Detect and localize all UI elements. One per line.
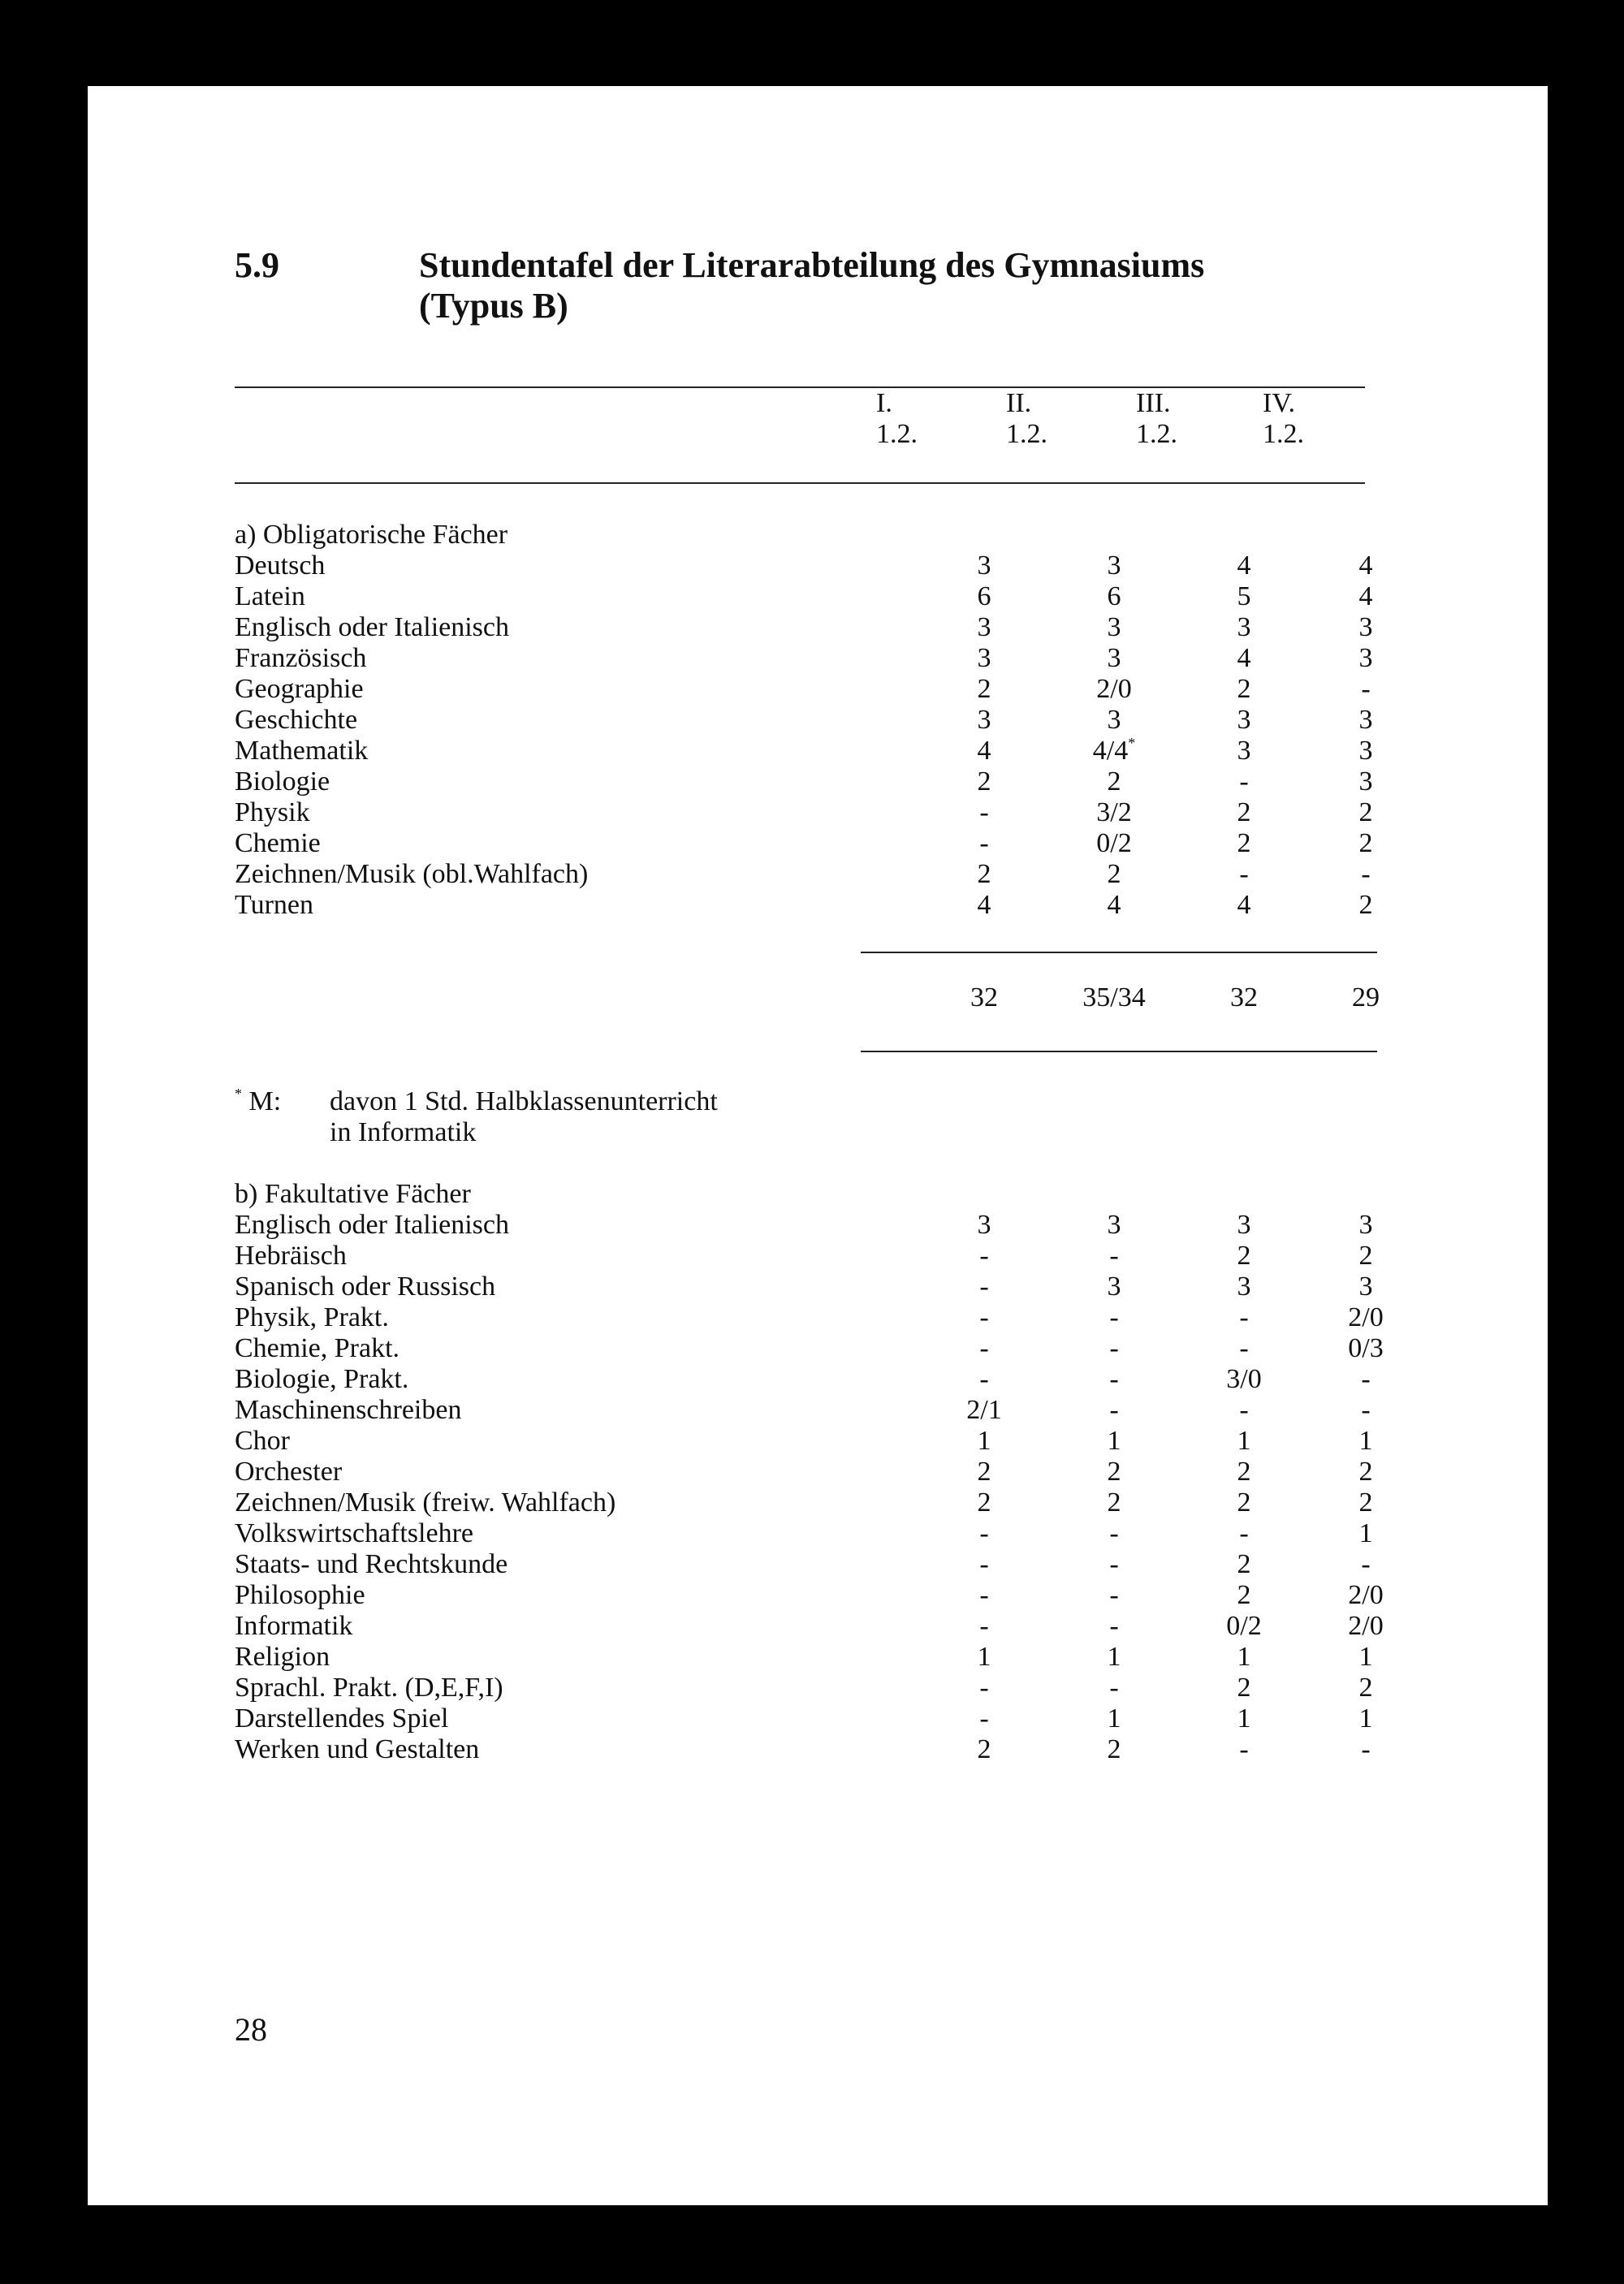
cell-class-4: - [1361, 859, 1371, 889]
cell-class-1: 3 [977, 1210, 991, 1240]
col-header-4: IV. [1263, 388, 1295, 418]
subject-label: Physik [235, 797, 310, 827]
cell-class-4: 3 [1358, 705, 1373, 735]
total-class-1: 32 [970, 982, 998, 1012]
table-row [235, 1703, 1453, 1734]
cell-class-1: 4 [977, 890, 991, 920]
table-row [235, 890, 1453, 921]
totals-row [235, 982, 1453, 1013]
cell-class-2: 2 [1107, 1487, 1121, 1518]
table-row [235, 1395, 1453, 1426]
cell-class-4: 2/0 [1348, 1611, 1384, 1641]
subject-label: Volkswirtschaftslehre [235, 1518, 473, 1548]
cell-class-1: 2 [977, 859, 991, 889]
footnote-marker: * [235, 1086, 242, 1102]
document-page [88, 86, 1548, 2205]
subject-label: Philosophie [235, 1580, 365, 1610]
subject-label: Zeichnen/Musik (freiw. Wahlfach) [235, 1487, 616, 1518]
subject-label: Französisch [235, 643, 367, 673]
cell-class-3: 2 [1237, 1241, 1251, 1271]
subject-label: Englisch oder Italienisch [235, 612, 510, 642]
table-row [235, 550, 1453, 581]
cell-class-2: - [1109, 1364, 1119, 1394]
cell-class-2: - [1109, 1518, 1119, 1548]
footnote-key-text: M: [248, 1086, 282, 1116]
cell-class-1: - [979, 1302, 989, 1332]
cell-class-2: - [1109, 1395, 1119, 1425]
subject-label: Religion [235, 1642, 330, 1672]
header-top-rule [235, 386, 1365, 388]
cell-class-3: - [1239, 1333, 1249, 1363]
cell-class-4: - [1361, 1734, 1371, 1764]
subject-label: Mathematik [235, 736, 369, 766]
cell-class-2: 3 [1107, 612, 1121, 642]
cell-class-2: - [1109, 1302, 1119, 1332]
col-header-3: III. [1136, 388, 1171, 418]
table-row [235, 1642, 1453, 1673]
subject-label: Latein [235, 581, 305, 611]
cell-class-1: 2 [977, 1487, 991, 1518]
table-row [235, 1364, 1453, 1395]
cell-class-3: 2 [1237, 1580, 1251, 1610]
cell-class-3: 1 [1237, 1703, 1251, 1734]
table-row [235, 1333, 1453, 1364]
table-row [235, 828, 1453, 859]
cell-class-1: 2 [977, 1457, 991, 1487]
col-subheader-3: 1.2. [1136, 419, 1177, 449]
cell-class-3: 4 [1237, 890, 1251, 920]
cell-class-2: 2/0 [1096, 674, 1132, 704]
subject-label: Englisch oder Italienisch [235, 1210, 510, 1240]
subject-label: Geschichte [235, 705, 358, 735]
cell-class-3: 3 [1237, 1272, 1251, 1302]
cell-class-1: - [979, 828, 989, 858]
cell-class-1: 1 [977, 1642, 991, 1672]
cell-class-4: 2/0 [1348, 1580, 1384, 1610]
cell-class-3: - [1239, 1734, 1249, 1764]
subject-label: Maschinenschreiben [235, 1395, 462, 1425]
cell-class-4: 2 [1358, 797, 1373, 827]
cell-class-2: 0/2 [1096, 828, 1132, 858]
cell-class-4: 4 [1358, 581, 1373, 611]
table-row [235, 705, 1453, 736]
subject-label: Turnen [235, 890, 313, 920]
cell-class-2: 1 [1107, 1642, 1121, 1672]
subject-label: Hebräisch [235, 1241, 347, 1271]
cell-class-1: 2/1 [966, 1395, 1002, 1425]
cell-class-1: 3 [977, 550, 991, 581]
obligatory-heading: a) Obligatorische Fächer [235, 520, 508, 550]
cell-class-3: 2 [1237, 797, 1251, 827]
cell-class-2: 3 [1107, 705, 1121, 735]
cell-class-4: 2 [1358, 1487, 1373, 1518]
subject-label: Physik, Prakt. [235, 1302, 389, 1332]
cell-class-1: - [979, 797, 989, 827]
cell-class-4: 2/0 [1348, 1302, 1384, 1332]
table-row [235, 1549, 1453, 1580]
table-row [235, 1518, 1453, 1549]
cell-class-4: - [1361, 1549, 1371, 1579]
subject-label: Orchester [235, 1457, 343, 1487]
cell-class-4: 3 [1358, 736, 1373, 766]
cell-class-3: - [1239, 1395, 1249, 1425]
cell-class-4: 2 [1358, 1457, 1373, 1487]
cell-class-3: 4 [1237, 643, 1251, 673]
table-row [235, 1426, 1453, 1457]
cell-class-2: - [1109, 1580, 1119, 1610]
table-row [235, 612, 1453, 643]
facultative-heading: b) Fakultative Fächer [235, 1179, 471, 1209]
footnote-line-1: davon 1 Std. Halbklassenunterricht [330, 1086, 718, 1116]
cell-class-2: 1 [1107, 1703, 1121, 1734]
subject-label: Biologie, Prakt. [235, 1364, 409, 1394]
table-row [235, 1241, 1453, 1272]
subject-label: Chemie [235, 828, 321, 858]
table-row [235, 674, 1453, 705]
cell-class-4: 4 [1358, 550, 1373, 581]
cell-class-3: 2 [1237, 1673, 1251, 1703]
subject-label: Darstellendes Spiel [235, 1703, 449, 1734]
cell-class-2: 3 [1107, 643, 1121, 673]
totals-bottom-rule [861, 1051, 1377, 1052]
cell-class-2: - [1109, 1673, 1119, 1703]
cell-class-3: 2 [1237, 1487, 1251, 1518]
cell-class-3: 2 [1237, 1457, 1251, 1487]
cell-class-3: 1 [1237, 1426, 1251, 1456]
col-subheader-1: 1.2. [876, 419, 918, 449]
subject-label: Staats- und Rechtskunde [235, 1549, 508, 1579]
table-row [235, 1272, 1453, 1302]
cell-class-3: - [1239, 766, 1249, 797]
cell-class-1: 3 [977, 643, 991, 673]
cell-class-1: - [979, 1272, 989, 1302]
table-row [235, 1734, 1453, 1765]
cell-class-3: 2 [1237, 674, 1251, 704]
cell-class-3: 2 [1237, 828, 1251, 858]
subject-label: Chemie, Prakt. [235, 1333, 400, 1363]
cell-class-4: 1 [1358, 1642, 1373, 1672]
table-row [235, 643, 1453, 674]
table-row [235, 1673, 1453, 1703]
cell-class-3: - [1239, 859, 1249, 889]
cell-class-2: 3 [1107, 550, 1121, 581]
col-subheader-2: 1.2. [1006, 419, 1047, 449]
cell-class-4: - [1361, 674, 1371, 704]
subject-label: Sprachl. Prakt. (D,E,F,I) [235, 1673, 503, 1703]
cell-class-3: 1 [1237, 1642, 1251, 1672]
cell-class-2: 3 [1107, 1210, 1121, 1240]
cell-class-1: - [979, 1241, 989, 1271]
subject-label: Werken und Gestalten [235, 1734, 480, 1764]
cell-class-1: - [979, 1580, 989, 1610]
table-row [235, 736, 1453, 766]
subject-label: Spanisch oder Russisch [235, 1272, 496, 1302]
cell-class-2: - [1109, 1333, 1119, 1363]
cell-class-3: 5 [1237, 581, 1251, 611]
col-subheader-4: 1.2. [1263, 419, 1304, 449]
cell-class-3: 3 [1237, 736, 1251, 766]
cell-class-4: 2 [1358, 1673, 1373, 1703]
cell-class-1: - [979, 1549, 989, 1579]
table-row [235, 766, 1453, 797]
cell-class-3: - [1239, 1302, 1249, 1332]
cell-class-4: 3 [1358, 1272, 1373, 1302]
page-number: 28 [235, 2011, 267, 2048]
cell-class-3: 0/2 [1226, 1611, 1262, 1641]
cell-class-2: 3/2 [1096, 797, 1132, 827]
cell-class-1: 4 [977, 736, 991, 766]
cell-class-1: - [979, 1518, 989, 1548]
subject-label: Biologie [235, 766, 330, 797]
cell-class-1: 3 [977, 612, 991, 642]
subject-label: Informatik [235, 1611, 353, 1641]
table-row [235, 1457, 1453, 1487]
cell-class-1: - [979, 1364, 989, 1394]
cell-class-3: 3 [1237, 1210, 1251, 1240]
cell-class-2: 1 [1107, 1426, 1121, 1456]
cell-class-4: 2 [1358, 1241, 1373, 1271]
cell-class-1: - [979, 1673, 989, 1703]
total-class-2: 35/34 [1082, 982, 1146, 1012]
footnote-key [235, 1086, 281, 1117]
totals-top-rule [861, 952, 1377, 953]
cell-class-3: 3/0 [1226, 1364, 1262, 1394]
cell-class-4: 3 [1358, 643, 1373, 673]
total-class-3: 32 [1230, 982, 1258, 1012]
cell-class-4: 1 [1358, 1518, 1373, 1548]
col-header-1: I. [876, 388, 892, 418]
cell-value: 4/4 [1092, 736, 1129, 766]
cell-class-1: 1 [977, 1426, 991, 1456]
cell-class-2: - [1109, 1611, 1119, 1641]
cell-class-1: 2 [977, 674, 991, 704]
cell-class-4: 3 [1358, 1210, 1373, 1240]
total-class-4: 29 [1352, 982, 1380, 1012]
cell-class-4: 1 [1358, 1703, 1373, 1734]
subject-label: Chor [235, 1426, 290, 1456]
subject-label: Geographie [235, 674, 364, 704]
cell-class-2: 6 [1107, 581, 1121, 611]
table-row [235, 1580, 1453, 1611]
cell-class-1: - [979, 1703, 989, 1734]
cell-class-1: - [979, 1333, 989, 1363]
section-subtitle: (Typus B) [419, 286, 568, 326]
cell-class-3: 4 [1237, 550, 1251, 581]
cell-class-4: 0/3 [1348, 1333, 1384, 1363]
cell-class-3: 2 [1237, 1549, 1251, 1579]
cell-class-3: 3 [1237, 612, 1251, 642]
cell-class-2: - [1109, 1549, 1119, 1579]
cell-class-3: - [1239, 1518, 1249, 1548]
cell-class-4: 3 [1358, 766, 1373, 797]
table-row [235, 1210, 1453, 1241]
cell-class-2 [1078, 736, 1151, 766]
cell-class-1: - [979, 1611, 989, 1641]
cell-class-2: 2 [1107, 1457, 1121, 1487]
table-row [235, 1611, 1453, 1642]
table-row [235, 1487, 1453, 1518]
cell-class-1: 2 [977, 1734, 991, 1764]
section-title: Stundentafel der Literarabteilung des Gymnasiums [419, 245, 1205, 285]
footnote-marker: * [1128, 735, 1136, 751]
table-row [235, 859, 1453, 890]
cell-class-2: 3 [1107, 1272, 1121, 1302]
cell-class-4: 1 [1358, 1426, 1373, 1456]
footnote-line-2: in Informatik [330, 1117, 477, 1147]
header-bottom-rule [235, 482, 1365, 484]
cell-class-2: 2 [1107, 1734, 1121, 1764]
cell-class-2: - [1109, 1241, 1119, 1271]
cell-class-4: 2 [1358, 828, 1373, 858]
table-row [235, 581, 1453, 612]
cell-class-1: 3 [977, 705, 991, 735]
section-number: 5.9 [235, 245, 279, 285]
cell-class-4: - [1361, 1395, 1371, 1425]
table-row [235, 797, 1453, 828]
subject-label: Deutsch [235, 550, 326, 581]
cell-class-2: 2 [1107, 859, 1121, 889]
cell-class-1: 6 [977, 581, 991, 611]
cell-class-2: 4 [1107, 890, 1121, 920]
cell-class-1: 2 [977, 766, 991, 797]
subject-label: Zeichnen/Musik (obl.Wahlfach) [235, 859, 589, 889]
cell-class-4: 2 [1358, 890, 1373, 920]
cell-class-4: 3 [1358, 612, 1373, 642]
cell-class-3: 3 [1237, 705, 1251, 735]
table-row [235, 1302, 1453, 1333]
col-header-2: II. [1006, 388, 1032, 418]
cell-class-2: 2 [1107, 766, 1121, 797]
cell-class-4: - [1361, 1364, 1371, 1394]
